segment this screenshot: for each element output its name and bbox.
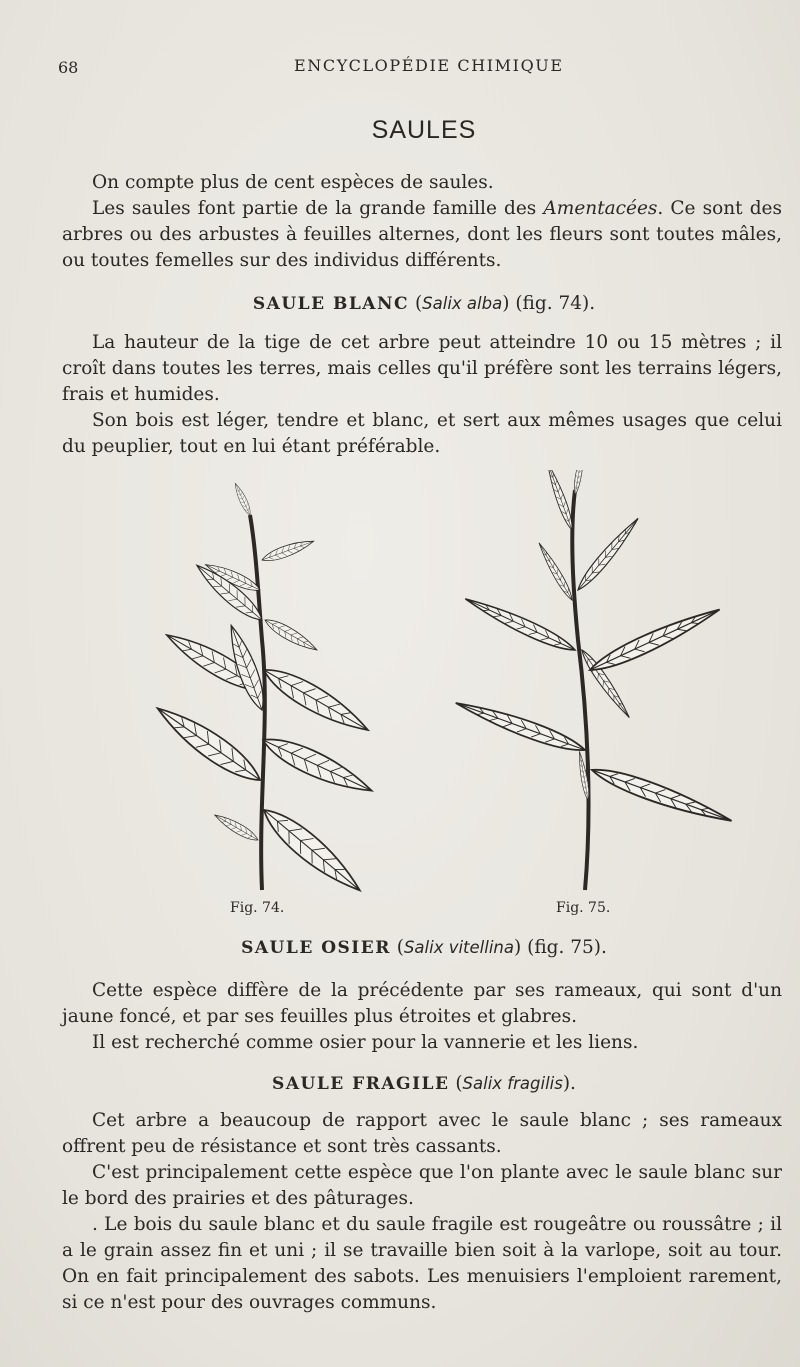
heading-saule-fragile: SAULE FRAGILE (Salix fragilis). bbox=[272, 1073, 576, 1094]
figure-reference: (fig. 75). bbox=[527, 937, 607, 958]
family-name: Amentacées bbox=[543, 198, 658, 219]
figure-reference: (fig. 74). bbox=[515, 293, 596, 314]
latin-name: Salix alba bbox=[422, 294, 503, 313]
saule-blanc-text bbox=[62, 330, 782, 460]
heading-saule-blanc: SAULE BLANC (Salix alba) (fig. 74). bbox=[252, 293, 596, 314]
running-title: ENCYCLOPÉDIE CHIMIQUE bbox=[294, 56, 564, 75]
latin-name: Salix vitellina bbox=[403, 938, 514, 957]
species-name: SAULE BLANC bbox=[252, 294, 410, 314]
figure-74-caption: Fig. 74. bbox=[230, 900, 285, 916]
intro-paragraph-2: Les saules font partie de la grande famille des Amentacées. Ce sont des arbres ou des arbustes à feuilles alternes, dont les fleurs sont toutes mâles, ou toutes femelles sur des individus différents. bbox=[62, 198, 782, 271]
fig75-salix-vitellina-drawing bbox=[453, 470, 734, 890]
saule-osier-text bbox=[62, 978, 782, 1056]
intro-paragraph-1: On compte plus de cent espèces de saules. bbox=[92, 172, 494, 193]
saule-blanc-paragraph-1: La hauteur de la tige de cet arbre peut atteindre 10 ou 15 mètres ; il croît dans toutes les terres, mais celles qu'il préfère sont les terrains légers, frais et humides. bbox=[62, 332, 782, 405]
saule-fragile-paragraph-1: Cet arbre a beaucoup de rapport avec le saule blanc ; ses rameaux offrent peu de résistance et sont très cassants. bbox=[62, 1110, 782, 1157]
figures-area bbox=[0, 470, 800, 920]
fig74-salix-alba-drawing bbox=[151, 482, 377, 900]
willow-illustrations bbox=[0, 470, 800, 900]
saule-osier-paragraph-1: Cette espèce diffère de la précédente par ses rameaux, qui sont d'un jaune foncé, et par ses feuilles plus étroites et glabres. bbox=[62, 980, 782, 1027]
figure-75-caption: Fig. 75. bbox=[556, 900, 611, 916]
intro-text bbox=[62, 170, 782, 274]
saule-fragile-paragraph-2: C'est principalement cette espèce que l'on plante avec le saule blanc sur le bord des prairies et des pâturages. bbox=[62, 1162, 782, 1209]
saule-fragile-paragraph-3: . Le bois du saule blanc et du saule fragile est rougeâtre ou roussâtre ; il a le grain assez fin et uni ; il se travaille bien soit à la varlope, soit au tour. On en fait principalement des sabots. Les menuisiers l'emploient rarement, si ce n'est pour des ouvrages communs. bbox=[62, 1214, 782, 1313]
saule-osier-paragraph-2: Il est recherché comme osier pour la vannerie et les liens. bbox=[92, 1032, 639, 1053]
latin-name: Salix fragilis bbox=[462, 1074, 563, 1093]
species-name: SAULE OSIER bbox=[241, 938, 391, 958]
saule-blanc-paragraph-2: Son bois est léger, tendre et blanc, et sert aux mêmes usages que celui du peuplier, tout en lui étant préférable. bbox=[62, 410, 782, 457]
page-number: 68 bbox=[58, 58, 79, 77]
species-name: SAULE FRAGILE bbox=[272, 1074, 450, 1094]
running-header bbox=[58, 54, 760, 82]
section-title: SAULES bbox=[371, 116, 477, 144]
saule-fragile-text bbox=[62, 1108, 782, 1316]
heading-saule-osier: SAULE OSIER (Salix vitellina) (fig. 75). bbox=[241, 937, 607, 958]
